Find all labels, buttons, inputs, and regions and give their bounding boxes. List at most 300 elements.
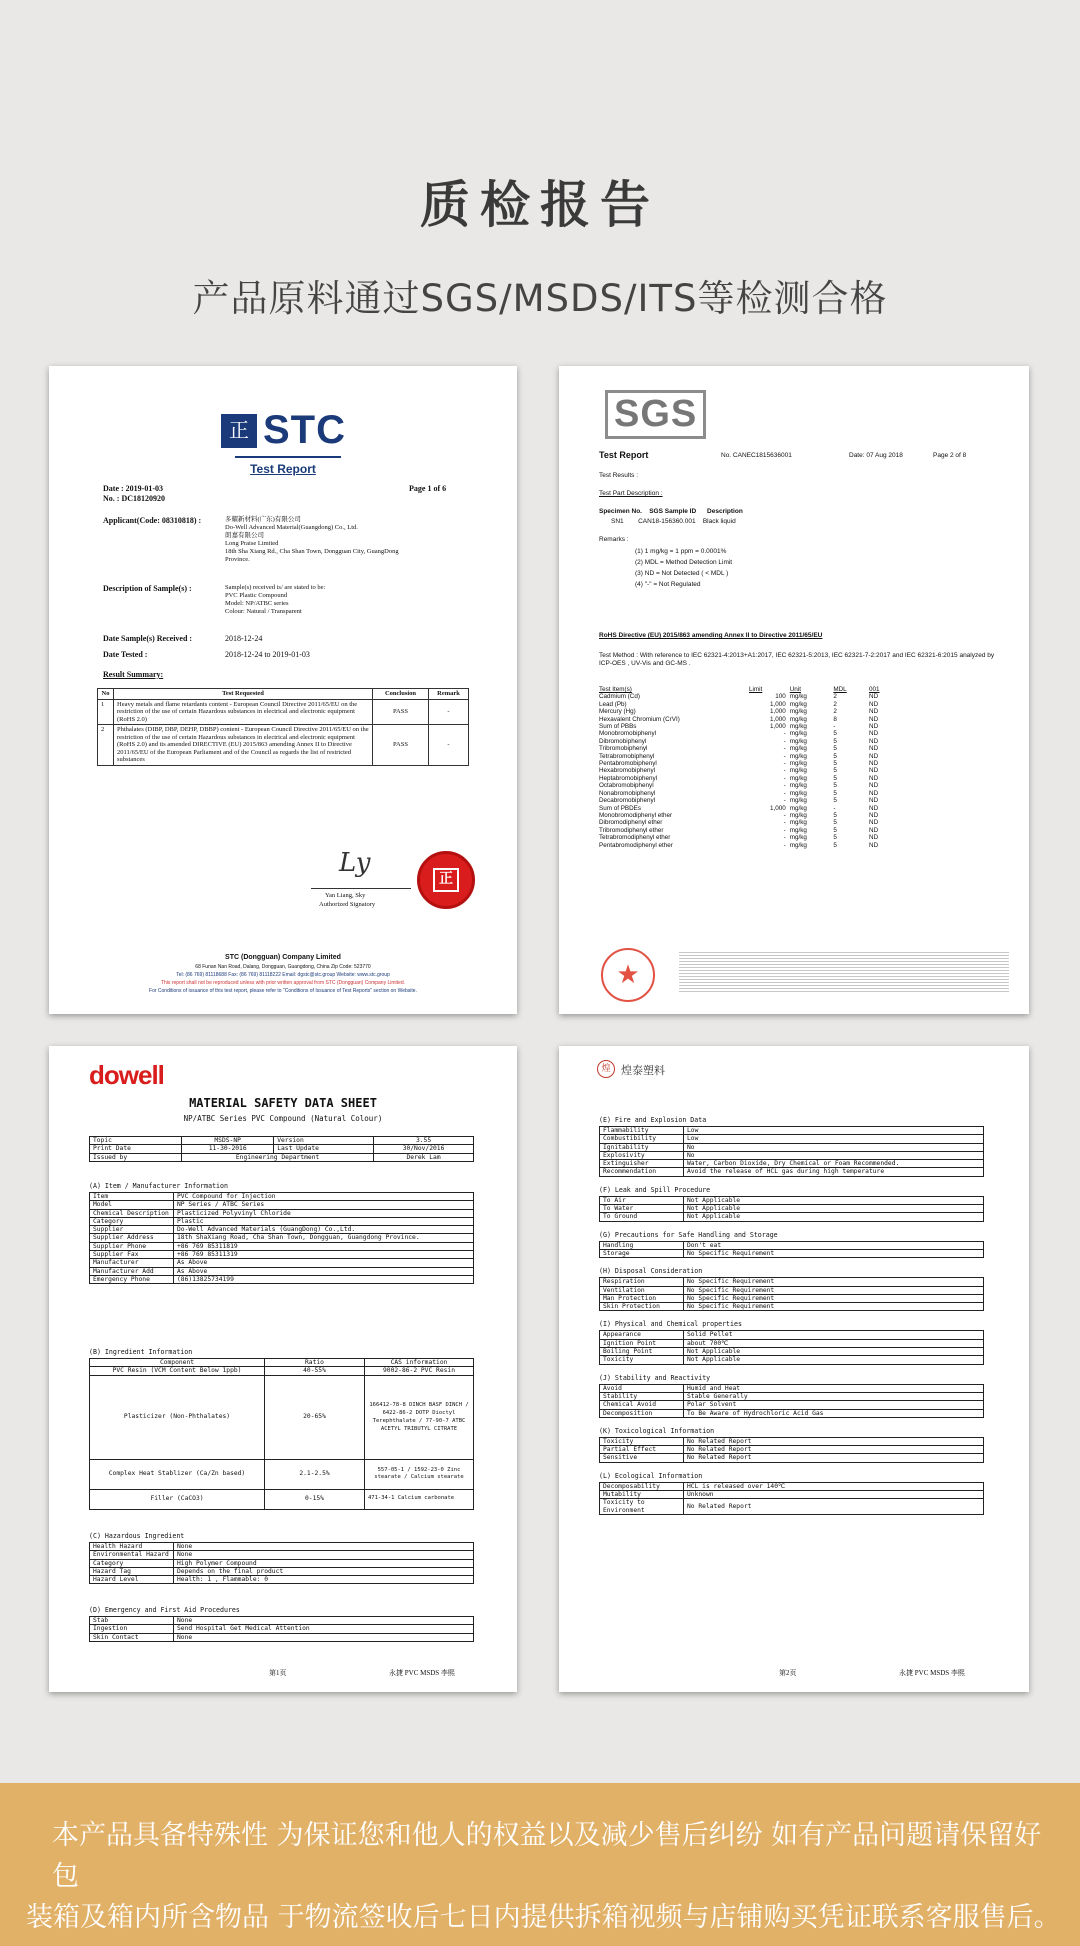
table-row [597,753,897,760]
table-row [600,1213,984,1221]
table-row [600,1491,984,1499]
hazard-table [89,1542,474,1584]
table-row [597,782,897,789]
table-row [597,842,897,849]
cell: Water, Carbon Dioxide, Dry Chemical or Foam Recommended. [684,1160,984,1168]
tested-date: 2018-12-24 to 2019-01-03 [225,650,310,659]
table-row [600,1294,984,1302]
rohs-results-table [597,686,897,849]
cell: PASS [373,725,429,766]
cell: ND [869,841,879,849]
specimen-row [611,518,736,526]
column-header: Test Requested [114,689,373,700]
jintai-logo-icon: 煌 [597,1060,615,1078]
section-heading: (L) Ecological Information [599,1471,703,1480]
table-row [90,1145,474,1153]
cell: Not Applicable [684,1205,984,1213]
report-date: Date: 07 Aug 2018 [849,452,903,459]
cell: - [783,730,786,738]
signer-role: Authorized Signatory [319,901,376,908]
cell: PVC Compound for Injection [174,1193,474,1201]
signer-name: Yan Liang, Sky [325,892,366,899]
tested-label: Date Tested : [103,650,148,659]
cell: Stability [600,1392,684,1400]
cell: 5 [833,737,837,745]
cell: mg/kg [789,760,807,768]
page-number: Page 2 of 8 [933,452,967,459]
sheet-subtitle: NP/ATBC Series PVC Compound (Natural Colour) [183,1114,383,1123]
cell: 5 [833,767,837,775]
applicant-info: 多耀新材料(广东)有限公司 Do-Well Advanced Material(Guangdong) Co., Ltd. 朗嘉有限公司 Long Praise Limited 18th Sha Xiang Rd., Cha Shan Town, Dongguan City, GuangDong Province. [225,516,399,563]
table-row [600,1127,984,1135]
cell: As Above [174,1267,474,1275]
cell: Tribromodiphenyl ether [599,826,664,834]
section-heading: (I) Physical and Chemical properties [599,1320,742,1329]
table-row [90,1617,474,1625]
cell: Solid Pellet [684,1331,984,1339]
cell: mg/kg [789,752,807,760]
cell: 2 [833,708,837,716]
cell: To Be Aware of Hydrochloric Acid Gas [684,1409,984,1417]
table-row [600,1286,984,1294]
cell: Mutability [600,1491,684,1499]
section-table [599,1482,984,1515]
cell: None [174,1543,474,1551]
cell: Boiling Point [600,1348,684,1356]
section-table [599,1437,984,1463]
cell: Polar Solvent [684,1401,984,1409]
cell: about 700℃ [684,1339,984,1347]
cell: mg/kg [789,767,807,775]
table-row [597,760,897,767]
cell: Item [90,1193,174,1201]
cell: - [429,725,469,766]
table-row [600,1303,984,1311]
cell: Humid and Heat [684,1384,984,1392]
cell: Avoid the release of HCL gas during high temperature [684,1168,984,1176]
cell: Partial Effect [600,1446,684,1454]
cell: As Above [174,1259,474,1267]
sheet-title: MATERIAL SAFETY DATA SHEET [189,1096,377,1110]
column-header: Description [707,508,743,515]
cell: Pentabromobiphenyl [599,760,657,768]
cell: Appearance [600,1331,684,1339]
cell: Sum of PBDEs [599,804,641,812]
table-row [597,812,897,819]
cell: - [783,767,786,775]
cell: mg/kg [789,723,807,731]
cell: mg/kg [789,782,807,790]
cell: ND [869,737,879,745]
cell: None [174,1617,474,1625]
cell: 2.1-2.5% [265,1459,365,1489]
cell: 5 [833,782,837,790]
cell: 557-05-1 / 1592-23-0 Zinc stearate / Calcium stearate [365,1459,474,1489]
report-title: Test Report [250,462,316,476]
cell: Low [684,1127,984,1135]
report-number: No. : DC18120920 [103,494,165,503]
section-table [599,1277,984,1311]
results-label: Test Results : [599,472,639,479]
cell: 1,000 [769,715,786,723]
table-row [98,725,469,766]
cell: 5 [833,797,837,805]
cell: Supplier [90,1226,174,1234]
cell: ND [869,745,879,753]
company-name: STC (Dongguan) Company Limited [225,954,341,961]
table-row [90,1193,474,1201]
cell: Dibromobiphenyl [599,737,647,745]
cell: 8 [833,715,837,723]
table-row [600,1446,984,1454]
cell: ND [869,797,879,805]
section-heading: (K) Toxicological Information [599,1426,715,1435]
directive-heading: RoHS Directive (EU) 2015/863 amending Annex II to Directive 2011/65/EU [599,632,823,639]
cell: Print Date [90,1145,182,1153]
column-header: SGS Sample ID [649,508,697,515]
cell: - [783,841,786,849]
specimen-headers [599,508,743,516]
cell: ND [869,723,879,731]
cell: No Specific Requirement [684,1278,984,1286]
cell: To Air [600,1196,684,1204]
cell: Avoid [600,1384,684,1392]
description-label: Description of Sample(s) : [103,584,192,593]
cell: Decabromobiphenyl [599,797,656,805]
table-row [90,1217,474,1225]
cell: Decomposition [600,1409,684,1417]
footer-note: 永捷 PVC MSDS 李熙 [389,1669,455,1677]
table-row [597,716,897,723]
cell: 5 [833,752,837,760]
cell: 30/Nov/2016 [374,1145,474,1153]
test-method: Test Method : With reference to IEC 62321-4:2013+A1:2017, IEC 62321-5:2013, IEC 62321-7-2:2017 and IEC 62321-6:2015 analyzed by ICP-OES , UV-Vis and GC-MS . [599,652,995,667]
stc-test-report [49,366,517,1014]
table-row [90,1559,474,1567]
cell: Plasticized Polyvinyl Chloride [174,1209,474,1217]
section-heading: (A) Item / Manufacturer Information [89,1182,228,1190]
cell: 100 [775,693,786,701]
table-header-row [597,686,897,693]
cell: HCL is released over 140℃ [684,1482,984,1490]
cell: +86 769 85311319 [174,1251,474,1259]
table-row [600,1168,984,1176]
section-heading: (J) Stability and Reactivity [599,1373,711,1382]
section-table [599,1384,984,1418]
table-row [600,1135,984,1143]
cell: Manufacturer Add [90,1267,174,1275]
cell: - [833,723,836,731]
ingredient-table [89,1358,474,1510]
table-row [597,797,897,804]
cell: No Specific Requirement [684,1286,984,1294]
cell: (86)13825734199 [174,1275,474,1283]
cell: Skin Protection [600,1303,684,1311]
cell: Filler (CaCO3) [90,1489,265,1509]
table-row [90,1251,474,1259]
cell: - [833,804,836,812]
result-summary-table [97,688,469,766]
cell: Lead (Pb) [599,700,627,708]
sgs-test-report [559,366,1029,1014]
cell: No Specific Requirement [684,1303,984,1311]
cell: Handling [600,1241,684,1249]
cell: Sum of PBBs [599,723,637,731]
cell: - [783,782,786,790]
table-row [90,1267,474,1275]
cell: 3.55 [374,1137,474,1145]
cell: No Specific Requirement [684,1294,984,1302]
cell: 5 [833,811,837,819]
star-stamp-icon: ★ [601,948,655,1002]
cell: Storage [600,1249,684,1257]
table-row [600,1278,984,1286]
table-row [597,805,897,812]
cell: To Water [600,1205,684,1213]
cell: - [783,737,786,745]
cell: - [783,774,786,782]
cell: ND [869,774,879,782]
cell: Flammability [600,1127,684,1135]
table-row [600,1331,984,1339]
cell: ND [869,715,879,723]
cell: +86 769 85311819 [174,1242,474,1250]
cell: No [684,1143,984,1151]
company-address: 68 Funan Nan Road, Dalang, Dongguan, Guangdong, China Zip Code: 523770 [195,964,371,970]
part-description-label: Test Part Description : [599,490,663,497]
cell: 5 [833,745,837,753]
cell: Low [684,1135,984,1143]
jintai-logo: 煌泰塑料 [621,1064,665,1077]
cell: Send Hospital Get Medical Attention [174,1625,474,1633]
cell: mg/kg [789,730,807,738]
cell: Engineering Department [182,1153,374,1161]
cell: PVC Resin (VCM Content Below 1ppb) [90,1367,265,1375]
page-number: 第2页 [779,1669,797,1677]
cell: 2 [833,700,837,708]
cell: 166412-78-8 DINCH BASF DINCH / 6422-86-2 DOTP Dioctyl Terephthalate / 77-90-7 ATBC ACETYL TRIBUTYL CITRATE [365,1375,474,1459]
table-row [90,1567,474,1575]
cell: Ventilation [600,1286,684,1294]
cell: ND [869,782,879,790]
cell: 1,000 [769,708,786,716]
cell: Stable Generally [684,1392,984,1400]
cell: 5 [833,730,837,738]
column-header: Remark [429,689,469,700]
cell: SN1 [611,518,624,525]
cell: mg/kg [789,774,807,782]
item-info-table [89,1192,474,1284]
table-row [597,775,897,782]
cell: Model [90,1201,174,1209]
company-contact: Tel: (86 769) 81118688 Fax: (86 769) 81118222 Email: dgstc@stc.group Website: www.stc.group [176,972,390,978]
cell: ND [869,700,879,708]
cell: Complex Heat Stablizer (Ca/Zn based) [90,1459,265,1489]
section-heading: (B) Ingredient Information [89,1348,193,1356]
cell: Issued by [90,1153,182,1161]
cell: Toxicity [600,1356,684,1364]
page-title: 质检报告 [420,176,660,234]
section-heading: (F) Leak and Spill Procedure [599,1185,711,1194]
table-row [600,1392,984,1400]
cell: ND [869,767,879,775]
cell: Not Applicable [684,1348,984,1356]
cell: Decomposability [600,1482,684,1490]
cell: 5 [833,819,837,827]
cell: - [783,811,786,819]
table-row [600,1409,984,1417]
cell: - [783,789,786,797]
table-row [90,1625,474,1633]
cell: 1,000 [769,700,786,708]
cell: Emergency Phone [90,1275,174,1283]
page-subtitle: 产品原料通过SGS/MSDS/ITS等检测合格 [192,277,888,320]
cell: Tribromobiphenyl [599,745,648,753]
cell: No [684,1151,984,1159]
table-row [597,790,897,797]
cell: - [783,819,786,827]
cell: mg/kg [789,819,807,827]
column-header: Specimen No. [599,508,642,515]
cell: Plastic [174,1217,474,1225]
table-row [597,701,897,708]
table-row [600,1205,984,1213]
cell: Not Applicable [684,1213,984,1221]
table-header-row [98,689,469,700]
table-row [597,738,897,745]
cell: - [429,699,469,725]
cell: mg/kg [789,737,807,745]
table-row [90,1459,474,1489]
cell: 5 [833,774,837,782]
cell: 2 [98,725,114,766]
page-number: 第1页 [269,1669,287,1677]
cell: 1,000 [769,804,786,812]
cell: Hexabromobiphenyl [599,767,656,775]
table-row [597,723,897,730]
table-row [90,1201,474,1209]
table-row [90,1375,474,1459]
cell: mg/kg [789,789,807,797]
table-row [90,1137,474,1145]
cell: 1,000 [769,723,786,731]
cell: Cadmium (Cd) [599,693,640,701]
dowell-logo: dowell [89,1060,164,1090]
column-header: Component [90,1359,265,1367]
cell: Nonabromobiphenyl [599,789,656,797]
cell: No Related Report [684,1446,984,1454]
cell: Recommendation [600,1168,684,1176]
table-row [600,1241,984,1249]
cell: ND [869,752,879,760]
cell: No Specific Requirement [684,1249,984,1257]
cell: 5 [833,789,837,797]
column-header: MDL [833,686,847,693]
sample-description: Sample(s) received is/ are stated to be: PVC Plastic Compound Model: NP/ATBC series Colour: Natural / Transparent [225,584,326,615]
cell: ND [869,819,879,827]
cell: Manufacturer [90,1259,174,1267]
table-row [597,708,897,715]
cell: mg/kg [789,708,807,716]
footer-note: 永捷 PVC MSDS 李熙 [899,1669,965,1677]
cell: Ignitability [600,1143,684,1151]
cell: Black liquid [702,518,736,525]
cell: ND [869,834,879,842]
cell: Tetrabromodiphenyl ether [599,834,671,842]
table-row [600,1454,984,1462]
cell: Not Applicable [684,1196,984,1204]
cell: No Related Report [684,1499,984,1515]
report-notice: This report shall not be reproduced unless with prior written approval from STC (Dongguan) Company Limited. [160,980,405,986]
table-row [600,1143,984,1151]
notice-text [26,1815,1066,1938]
table-row [600,1482,984,1490]
cell: - [783,760,786,768]
cell: Depends on the final product [174,1567,474,1575]
table-row [90,1259,474,1267]
page-number: Page 1 of 6 [409,484,447,493]
cell: mg/kg [789,834,807,842]
cell: Ingestion [90,1625,174,1633]
summary-label: Result Summary: [103,670,164,679]
cell: Topic [90,1137,182,1145]
table-row [90,1275,474,1283]
cell: Hazard Tag [90,1567,174,1575]
cell: mg/kg [789,693,807,701]
column-header: Unit [789,686,801,693]
column-header: 001 [869,686,880,693]
remarks-label: Remarks : [599,536,629,543]
cell: mg/kg [789,826,807,834]
table-row [600,1249,984,1257]
cell: Explosivity [600,1151,684,1159]
cell: 40-55% [265,1367,365,1375]
cell: mg/kg [789,811,807,819]
table-row [600,1499,984,1515]
cell: 9002-86-2 PVC Resin [365,1367,474,1375]
stc-logo: STC [263,408,346,452]
cell: ND [869,693,879,701]
column-header: Limit [749,686,763,693]
stc-logo-icon: 正 [221,414,257,448]
table-row [597,767,897,774]
cell: 5 [833,826,837,834]
received-date: 2018-12-24 [225,634,263,643]
cell: Supplier Address [90,1234,174,1242]
cell: PASS [373,699,429,725]
cell: No Related Report [684,1454,984,1462]
cell: ND [869,730,879,738]
cell: Pentabromodiphenyl ether [599,841,673,849]
cell: Category [90,1559,174,1567]
table-row [90,1153,474,1161]
cell: High Polymer Compound [174,1559,474,1567]
column-header: Conclusion [373,689,429,700]
cell: 5 [833,834,837,842]
cell: CAN18-156360.001 [638,518,696,525]
cell: Environmental Hazard [90,1551,174,1559]
cell: Toxicity [600,1437,684,1445]
cell: 11-30-2016 [182,1145,274,1153]
section-heading: (D) Emergency and First Aid Procedures [89,1606,240,1614]
meta-table [89,1136,474,1162]
cell: 2 [833,693,837,701]
table-row [600,1356,984,1364]
cell: Health Hazard [90,1543,174,1551]
table-row [600,1384,984,1392]
first-aid-table [89,1616,474,1642]
cell: ND [869,826,879,834]
